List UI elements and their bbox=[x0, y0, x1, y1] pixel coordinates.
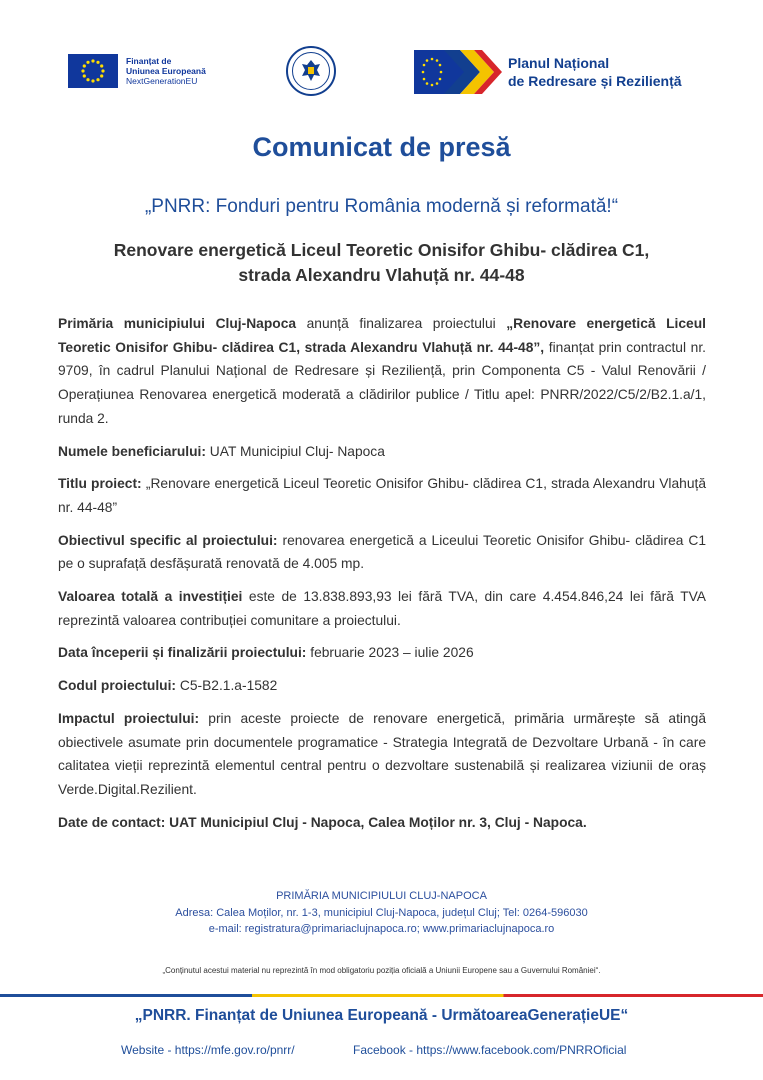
press-release-body bbox=[58, 312, 706, 843]
website-link[interactable]: Website - https://mfe.gov.ro/pnrr/ bbox=[121, 1043, 295, 1057]
pnrr-logo bbox=[414, 50, 682, 94]
titlu-value: „Renovare energetică Liceul Teoretic Onisifor Ghibu- clădirea C1, strada Alexandru Vlahuță nr. 44-48” bbox=[58, 476, 706, 515]
guvernul-romaniei-seal-icon bbox=[286, 46, 336, 96]
intro-paragraph bbox=[58, 312, 706, 431]
project-heading bbox=[40, 238, 723, 288]
valoare-paragraph bbox=[58, 585, 706, 632]
pnrr-logo-line2: de Redresare și Reziliență bbox=[508, 73, 682, 89]
intro-bold-1: Primăria municipiului Cluj-Napoca bbox=[58, 316, 297, 331]
pnrr-logo-line1: Planul Național bbox=[508, 55, 610, 71]
project-heading-line2: strada Alexandru Vlahuță nr. 44-48 bbox=[238, 265, 525, 285]
valoare-value: este de 13.838.893,93 lei fără TVA, din care 4.454.846,24 lei fără TVA reprezintă valoarea contribuției comunitare a proiectului. bbox=[58, 589, 706, 628]
institution-address: Adresa: Calea Moților, nr. 1-3, municipiul Cluj-Napoca, județul Cluj; Tel: 0264-596030 bbox=[175, 906, 588, 919]
beneficiar-paragraph bbox=[58, 440, 706, 464]
cod-paragraph bbox=[58, 674, 706, 698]
disclaimer: „Conținutul acestui material nu reprezintă în mod obligatoriu poziția oficială a Uniunii Europene sau a Guvernului României“. bbox=[162, 966, 601, 975]
institution-contact-block bbox=[0, 888, 763, 938]
page-title: Comunicat de presă bbox=[252, 132, 511, 162]
cod-value: C5-B2.1.a-1582 bbox=[176, 678, 278, 694]
footer-title: „PNRR. Finanțat de Uniunea Europeană - UrmătoareaGenerațieUE“ bbox=[134, 1007, 629, 1024]
cod-label: Codul proiectului: bbox=[58, 678, 177, 694]
obiectiv-label: Obiectivul specific al proiectului: bbox=[58, 532, 278, 548]
institution-name: PRIMĂRIA MUNICIPIULUI CLUJ-NAPOCA bbox=[276, 890, 487, 902]
intro-text-1: anunță finalizarea proiectului bbox=[296, 316, 507, 331]
eu-flag-icon bbox=[68, 54, 118, 88]
titlu-label: Titlu proiect: bbox=[58, 476, 142, 492]
beneficiar-label: Numele beneficiarului: bbox=[58, 443, 206, 459]
data-value: februarie 2023 – iulie 2026 bbox=[306, 645, 474, 661]
facebook-link[interactable]: Facebook - https://www.facebook.com/PNRROficial bbox=[353, 1043, 627, 1057]
intro-text-2: finanțat prin contractul nr. 9709, în cadrul Planului Național de Redresare și Reziliență, prin Componenta C5 - Valul Renovării / Operațiunea Renovarea energetică moderată a clădirilor publice / Titlu apel: PNRR/2022/C5/2/B2.1.a/1, runda 2. bbox=[58, 339, 706, 426]
page-subtitle: „PNRR: Fonduri pentru România modernă și reformată!“ bbox=[144, 196, 619, 217]
data-label: Data începerii și finalizării proiectului: bbox=[58, 645, 307, 661]
impact-paragraph bbox=[58, 707, 706, 802]
institution-email: e-mail: registratura@primariaclujnapoca.ro; www.primariaclujnapoca.ro bbox=[208, 923, 555, 935]
eu-logo-line2: Uniunea Europeană bbox=[126, 66, 206, 76]
intro-bold-2: „Renovare energetică Liceul Teoretic Onisifor Ghibu- clădirea C1, strada Alexandru Vlahuță nr. 44-48”, bbox=[58, 316, 706, 355]
titlu-paragraph bbox=[58, 472, 706, 519]
data-paragraph bbox=[58, 641, 706, 665]
project-heading-line1: Renovare energetică Liceul Teoretic Onisifor Ghibu- clădirea C1, bbox=[113, 240, 650, 260]
pnrr-arrow-logo bbox=[414, 50, 502, 94]
obiectiv-value: renovarea energetică a Liceului Teoretic Onisifor Ghibu- clădirea C1 pe o suprafață desfășurată renovată de 4.005 mp. bbox=[58, 532, 706, 572]
contact-label: Date de contact: UAT Municipiul Cluj - Napoca, Calea Moților nr. 3, Cluj - Napoca. bbox=[58, 814, 587, 830]
header-logos bbox=[0, 44, 763, 104]
tricolor-divider bbox=[0, 994, 763, 997]
obiectiv-paragraph bbox=[58, 529, 706, 576]
valoare-label: Valoarea totală a investiției bbox=[58, 589, 243, 605]
impact-value: prin aceste proiecte de renovare energetică, primăria urmărește să atingă obiectivele asumate prin documentele programatice - Strategia Integrată de Dezvoltare Urbană - în care calitatea vieții reprezintă elementul central pentru o dezvoltare sustenabilă și realizarea viziunii de oraș Verde.Digital.Rezilient. bbox=[58, 710, 706, 797]
beneficiar-value: UAT Municipiul Cluj- Napoca bbox=[205, 443, 385, 459]
eu-funding-logo bbox=[68, 54, 206, 88]
eu-logo-line3: NextGenerationEU bbox=[126, 76, 198, 86]
impact-label: Impactul proiectului: bbox=[58, 710, 200, 726]
eu-logo-line1: Finanțat de bbox=[126, 56, 172, 66]
contact-paragraph bbox=[58, 811, 706, 835]
